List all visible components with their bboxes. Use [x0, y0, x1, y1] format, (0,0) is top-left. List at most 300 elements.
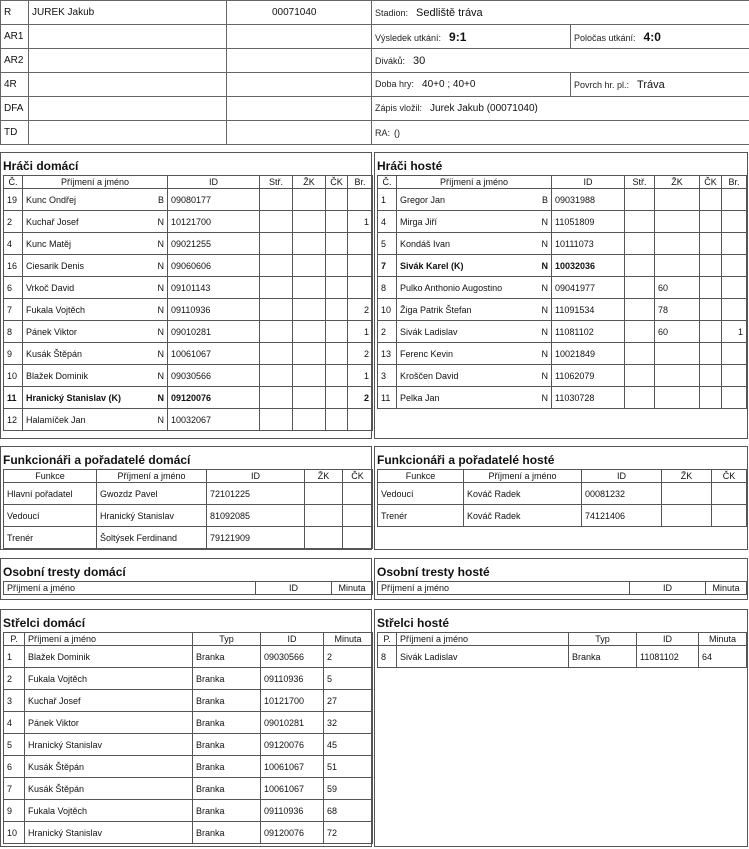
scorer-name: Kusák Štěpán [25, 778, 193, 800]
player-name: Vrkoč David N [23, 277, 168, 299]
player-name: Hranický Stanislav (K) N [23, 387, 168, 409]
player-id: 11062079 [552, 365, 625, 387]
player-id: 09110936 [168, 299, 260, 321]
player-name: Fukala Vojtěch N [23, 299, 168, 321]
ra-value: () [394, 127, 401, 138]
player-red [326, 189, 348, 211]
player-number: 11 [378, 387, 397, 409]
player-name: Kuchař Josef N [23, 211, 168, 233]
referee-role: R [1, 1, 29, 25]
official-red [712, 505, 747, 527]
player-goals [722, 277, 747, 299]
home-players-panel [0, 152, 372, 439]
official-ar2: AR2 [1, 49, 29, 73]
player-str [625, 387, 655, 409]
player-row [4, 255, 373, 277]
player-yellow: 78 [655, 299, 700, 321]
player-str [260, 409, 293, 431]
player-name: Kondáš Ivan N [397, 233, 552, 255]
scorer-minute: 72 [324, 822, 373, 844]
scorer-order: 8 [378, 646, 397, 668]
player-red [326, 299, 348, 321]
player-goals: 1 [348, 365, 373, 387]
home-scorers-table: P. Příjmení a jméno Typ ID Minuta 1 Blažek Dominik Branka 09030566 2 2 Fukala Vojtěch Branka 09110936 5 3 Kuchař Josef Branka 10121700 27 4 Pánek Viktor Branka 09010281 32 5 Hranický Stanislav Branka 09120076 45 6 Kusák Štěpán Branka 10061067 51 7 Kusák Štěpán Branka 10061067 59 9 Fukala Vojtěch Branka 09110936 68 10 Hranický Stanislav Branka 09120076 72 [3, 632, 373, 844]
player-row [378, 255, 747, 277]
player-row [378, 233, 747, 255]
player-name: Ciesarik Denis N [23, 255, 168, 277]
player-goals [722, 343, 747, 365]
scorer-order: 6 [4, 756, 25, 778]
referee-id: 00071040 [227, 1, 372, 25]
away-penalties-table: Příjmení a jméno ID Minuta [377, 581, 747, 595]
player-goals: 1 [348, 321, 373, 343]
result-value: 9:1 [449, 29, 467, 44]
player-str [625, 343, 655, 365]
scorer-row [4, 690, 373, 712]
player-red [700, 233, 722, 255]
scorer-type: Branka [193, 668, 261, 690]
player-goals [722, 189, 747, 211]
player-number: 4 [4, 233, 23, 255]
official-4r: 4R [1, 73, 29, 97]
player-name: Kusák Štěpán N [23, 343, 168, 365]
official-yellow [662, 483, 712, 505]
scorer-type: Branka [193, 778, 261, 800]
player-goals: 2 [348, 387, 373, 409]
player-red [700, 343, 722, 365]
scorer-name: Kusák Štěpán [25, 756, 193, 778]
player-red [700, 387, 722, 409]
duration-cell: Doba hry: 40+0 ; 40+0 [372, 73, 571, 97]
official-td: TD [1, 121, 29, 145]
official-name: Gwozdz Pavel [97, 483, 207, 505]
official-id: 72101225 [207, 483, 305, 505]
player-id: 09041977 [552, 277, 625, 299]
official-name: Hranický Stanislav [97, 505, 207, 527]
scorer-id: 09110936 [261, 800, 324, 822]
player-id: 11030728 [552, 387, 625, 409]
official-ar1: AR1 [1, 25, 29, 49]
player-red [700, 255, 722, 277]
player-goals [348, 409, 373, 431]
player-id: 11091534 [552, 299, 625, 321]
player-goals [722, 255, 747, 277]
player-goals: 1 [722, 321, 747, 343]
player-number: 3 [378, 365, 397, 387]
player-goals [722, 365, 747, 387]
player-yellow [293, 255, 326, 277]
player-red [700, 365, 722, 387]
player-number: 8 [378, 277, 397, 299]
player-row [378, 189, 747, 211]
player-str [625, 189, 655, 211]
player-yellow [293, 277, 326, 299]
official-id: 79121909 [207, 527, 305, 549]
duration-value: 40+0 ; 40+0 [422, 79, 476, 90]
player-str [260, 365, 293, 387]
player-yellow [293, 189, 326, 211]
official-row [4, 483, 373, 505]
player-yellow [655, 343, 700, 365]
player-name: Halamíček Jan N [23, 409, 168, 431]
player-red [326, 387, 348, 409]
player-id: 10121700 [168, 211, 260, 233]
official-row [378, 483, 747, 505]
player-row [4, 211, 373, 233]
player-str [625, 321, 655, 343]
ra-cell: RA: () [372, 121, 749, 145]
scorer-type: Branka [193, 690, 261, 712]
player-str [260, 189, 293, 211]
away-officials-table: Funkce Příjmení a jméno ID ŽK ČK Vedoucí Kováč Radek 00081232 Trenér Kováč Radek 74121406 [377, 469, 747, 527]
official-function: Vedoucí [4, 505, 97, 527]
scorer-order: 7 [4, 778, 25, 800]
player-name: Kroščen David N [397, 365, 552, 387]
player-yellow [655, 189, 700, 211]
spectators-value: 30 [413, 54, 426, 67]
scorer-type: Branka [193, 712, 261, 734]
player-name: Pánek Viktor N [23, 321, 168, 343]
player-row [378, 211, 747, 233]
player-name: Blažek Dominik N [23, 365, 168, 387]
scorer-id: 09030566 [261, 646, 324, 668]
official-row [378, 505, 747, 527]
scorer-id: 09010281 [261, 712, 324, 734]
player-str [260, 277, 293, 299]
scorer-type: Branka [193, 646, 261, 668]
player-number: 11 [4, 387, 23, 409]
official-row [4, 505, 373, 527]
player-name: Sivák Ladislav N [397, 321, 552, 343]
player-number: 10 [4, 365, 23, 387]
scorer-name: Fukala Vojtěch [25, 800, 193, 822]
player-row [4, 409, 373, 431]
away-players-panel [374, 152, 748, 439]
player-id: 09080177 [168, 189, 260, 211]
player-number: 5 [378, 233, 397, 255]
official-function: Vedoucí [378, 483, 464, 505]
away-scorers-table: P. Příjmení a jméno Typ ID Minuta 8 Sivák Ladislav Branka 11081102 64 [377, 632, 747, 668]
scorer-name: Sivák Ladislav [397, 646, 569, 668]
official-row [4, 527, 373, 549]
player-number: 10 [378, 299, 397, 321]
player-id: 11081102 [552, 321, 625, 343]
scorer-row [4, 668, 373, 690]
official-id: 00081232 [582, 483, 662, 505]
player-row [378, 343, 747, 365]
player-yellow [655, 211, 700, 233]
scorer-row [4, 778, 373, 800]
home-officials-panel [0, 446, 372, 550]
scorer-type: Branka [193, 800, 261, 822]
player-goals [348, 189, 373, 211]
scorer-id: 11081102 [637, 646, 699, 668]
scorer-id: 09120076 [261, 734, 324, 756]
scorer-minute: 59 [324, 778, 373, 800]
scorer-row [4, 646, 373, 668]
player-name: Žiga Patrik Štefan N [397, 299, 552, 321]
scorer-order: 9 [4, 800, 25, 822]
result-cell: Výsledek utkání: 9:1 [372, 25, 571, 49]
player-name: Gregor Jan B [397, 189, 552, 211]
player-yellow [293, 365, 326, 387]
away-scorers-title: Střelci hosté [377, 616, 450, 630]
player-row [378, 299, 747, 321]
player-red [700, 299, 722, 321]
player-goals [348, 255, 373, 277]
halftime-cell: Poločas utkání: 4:0 [571, 25, 749, 49]
player-id: 09010281 [168, 321, 260, 343]
scorer-row [4, 800, 373, 822]
spectators-cell: Diváků: 30 [372, 49, 749, 73]
player-id: 09120076 [168, 387, 260, 409]
player-red [700, 321, 722, 343]
scorer-name: Kuchař Josef [25, 690, 193, 712]
player-id: 10111073 [552, 233, 625, 255]
player-red [326, 255, 348, 277]
player-name: Kunc Matěj N [23, 233, 168, 255]
official-dfa: DFA [1, 97, 29, 121]
scorer-name: Pánek Viktor [25, 712, 193, 734]
halftime-value: 4:0 [643, 29, 661, 44]
away-officials-title: Funkcionáři a pořadatelé hosté [377, 453, 555, 467]
player-str [625, 277, 655, 299]
player-row [4, 387, 373, 409]
player-yellow [293, 321, 326, 343]
player-number: 2 [378, 321, 397, 343]
player-id: 10021849 [552, 343, 625, 365]
referee-name: JUREK Jakub [29, 1, 227, 25]
player-yellow [293, 299, 326, 321]
player-row [4, 233, 373, 255]
player-id: 09030566 [168, 365, 260, 387]
player-goals [722, 299, 747, 321]
player-number: 19 [4, 189, 23, 211]
scorer-minute: 68 [324, 800, 373, 822]
player-id: 09101143 [168, 277, 260, 299]
scorer-id: 09120076 [261, 822, 324, 844]
away-players-table: Č. Příjmení a jméno ID Stř. ŽK ČK Br. 1 Gregor Jan B 09031988 4 Mirga Jiří N 11051809 5 Kondáš Ivan N 10111073 7 Sivák Karel (K) N 10032036 8 Pulko Anthonio Augostino N 09041977 60 10 Žiga Patrik Štefan N 11091534 78 2 Sivák Ladislav N 11081102 60 1 13 Ferenc Kevin N 10021849 3 Kroščen David N 11062079 11 Pelka Jan N 11030728 [377, 175, 747, 409]
player-number: 9 [4, 343, 23, 365]
player-yellow [655, 255, 700, 277]
away-scorers-panel [374, 609, 748, 847]
player-red [700, 277, 722, 299]
away-penalties-panel [374, 558, 748, 600]
player-str [625, 233, 655, 255]
player-number: 4 [378, 211, 397, 233]
scorer-minute: 51 [324, 756, 373, 778]
home-officials-title: Funkcionáři a pořadatelé domácí [3, 453, 191, 467]
scorer-type: Branka [193, 756, 261, 778]
official-function: Trenér [4, 527, 97, 549]
player-red [326, 409, 348, 431]
player-row [4, 321, 373, 343]
surface-cell: Povrch hr. pl.: Tráva [571, 73, 749, 97]
official-yellow [305, 527, 343, 549]
player-red [700, 211, 722, 233]
player-red [700, 189, 722, 211]
player-row [4, 365, 373, 387]
scorer-type: Branka [569, 646, 637, 668]
player-number: 13 [378, 343, 397, 365]
player-name: Ferenc Kevin N [397, 343, 552, 365]
player-row [4, 343, 373, 365]
home-players-table: Č. Příjmení a jméno ID Stř. ŽK ČK Br. 19 Kunc Ondřej B 09080177 2 Kuchař Josef N 10121700 1 4 Kunc Matěj N 09021255 16 Ciesarik Denis N 09060606 6 Vrkoč David N 09101143 7 Fukala Vojtěch N 09110936 2 8 Pánek Viktor N 09010281 1 9 Kusák Štěpán N 10061067 2 10 Blažek Dominik N 09030566 1 11 Hranický Stanislav (K) N 09120076 2 12 Halamíček Jan N 10032067 [3, 175, 373, 431]
player-id: 10032036 [552, 255, 625, 277]
player-id: 10032067 [168, 409, 260, 431]
player-yellow: 60 [655, 321, 700, 343]
player-str [625, 365, 655, 387]
player-str [260, 211, 293, 233]
player-red [326, 211, 348, 233]
player-id: 09031988 [552, 189, 625, 211]
scorer-minute: 64 [699, 646, 747, 668]
scorer-minute: 32 [324, 712, 373, 734]
player-name: Kunc Ondřej B [23, 189, 168, 211]
home-penalties-panel [0, 558, 372, 600]
stadium-cell: Stadion: Sedliště tráva [372, 1, 749, 25]
player-name: Sivák Karel (K) N [397, 255, 552, 277]
surface-value: Tráva [637, 78, 665, 91]
player-row [378, 365, 747, 387]
official-red [343, 527, 373, 549]
player-row [4, 299, 373, 321]
player-number: 2 [4, 211, 23, 233]
player-str [260, 321, 293, 343]
home-penalties-table: Příjmení a jméno ID Minuta [3, 581, 373, 595]
player-str [260, 343, 293, 365]
official-red [343, 483, 373, 505]
away-officials-panel [374, 446, 748, 550]
player-str [260, 255, 293, 277]
stadium-value: Sedliště tráva [416, 6, 483, 19]
player-id: 09021255 [168, 233, 260, 255]
player-id: 10061067 [168, 343, 260, 365]
player-yellow [655, 365, 700, 387]
player-goals: 2 [348, 299, 373, 321]
scorer-minute: 45 [324, 734, 373, 756]
official-function: Hlavní pořadatel [4, 483, 97, 505]
official-id: 74121406 [582, 505, 662, 527]
player-yellow [655, 387, 700, 409]
scorer-name: Hranický Stanislav [25, 734, 193, 756]
player-number: 16 [4, 255, 23, 277]
home-scorers-panel [0, 609, 372, 847]
scorer-order: 3 [4, 690, 25, 712]
player-yellow [293, 387, 326, 409]
scorer-minute: 27 [324, 690, 373, 712]
home-scorers-title: Střelci domácí [3, 616, 86, 630]
official-name: Šoltýsek Ferdinand [97, 527, 207, 549]
scorer-minute: 5 [324, 668, 373, 690]
player-name: Mirga Jiří N [397, 211, 552, 233]
scorer-order: 1 [4, 646, 25, 668]
official-red [712, 483, 747, 505]
player-red [326, 277, 348, 299]
player-id: 11051809 [552, 211, 625, 233]
player-goals [348, 277, 373, 299]
away-players-title: Hráči hosté [377, 159, 443, 173]
player-row [4, 277, 373, 299]
scorer-order: 10 [4, 822, 25, 844]
player-name: Pelka Jan N [397, 387, 552, 409]
away-penalties-title: Osobní tresty hosté [377, 565, 490, 579]
recorded-value: Jurek Jakub (00071040) [430, 103, 538, 114]
player-id: 09060606 [168, 255, 260, 277]
player-number: 7 [4, 299, 23, 321]
scorer-type: Branka [193, 734, 261, 756]
player-yellow [293, 233, 326, 255]
scorer-minute: 2 [324, 646, 373, 668]
player-goals [722, 211, 747, 233]
player-number: 6 [4, 277, 23, 299]
player-goals [722, 233, 747, 255]
player-str [625, 255, 655, 277]
player-str [625, 299, 655, 321]
player-yellow [655, 233, 700, 255]
player-number: 7 [378, 255, 397, 277]
scorer-order: 5 [4, 734, 25, 756]
player-goals [348, 233, 373, 255]
scorer-type: Branka [193, 822, 261, 844]
recorded-cell: Zápis vložil: Jurek Jakub (00071040) [372, 97, 749, 121]
official-name: Kováč Radek [464, 505, 582, 527]
home-penalties-title: Osobní tresty domácí [3, 565, 126, 579]
player-red [326, 343, 348, 365]
scorer-name: Blažek Dominik [25, 646, 193, 668]
scorer-row [4, 712, 373, 734]
official-yellow [305, 505, 343, 527]
scorer-name: Hranický Stanislav [25, 822, 193, 844]
home-players-title: Hráči domácí [3, 159, 79, 173]
player-str [260, 299, 293, 321]
scorer-row [4, 734, 373, 756]
player-str [625, 211, 655, 233]
player-str [260, 387, 293, 409]
official-yellow [662, 505, 712, 527]
player-yellow [293, 409, 326, 431]
official-yellow [305, 483, 343, 505]
player-row [4, 189, 373, 211]
player-yellow: 60 [655, 277, 700, 299]
scorer-id: 10121700 [261, 690, 324, 712]
player-red [326, 233, 348, 255]
player-goals [722, 387, 747, 409]
official-function: Trenér [378, 505, 464, 527]
player-red [326, 321, 348, 343]
player-yellow [293, 211, 326, 233]
player-goals: 2 [348, 343, 373, 365]
scorer-id: 09110936 [261, 668, 324, 690]
player-row [378, 321, 747, 343]
player-str [260, 233, 293, 255]
player-number: 1 [378, 189, 397, 211]
scorer-row [4, 756, 373, 778]
scorer-id: 10061067 [261, 756, 324, 778]
player-name: Pulko Anthonio Augostino N [397, 277, 552, 299]
scorer-order: 4 [4, 712, 25, 734]
official-name: Kováč Radek [464, 483, 582, 505]
official-id: 81092085 [207, 505, 305, 527]
player-red [326, 365, 348, 387]
player-yellow [293, 343, 326, 365]
player-row [378, 387, 747, 409]
scorer-id: 10061067 [261, 778, 324, 800]
home-officials-table: Funkce Příjmení a jméno ID ŽK ČK Hlavní pořadatel Gwozdz Pavel 72101225 Vedoucí Hranický Stanislav 81092085 Trenér Šoltýsek Ferdinand 79121909 [3, 469, 373, 549]
scorer-row [4, 822, 373, 844]
scorer-order: 2 [4, 668, 25, 690]
scorer-row [378, 646, 747, 668]
